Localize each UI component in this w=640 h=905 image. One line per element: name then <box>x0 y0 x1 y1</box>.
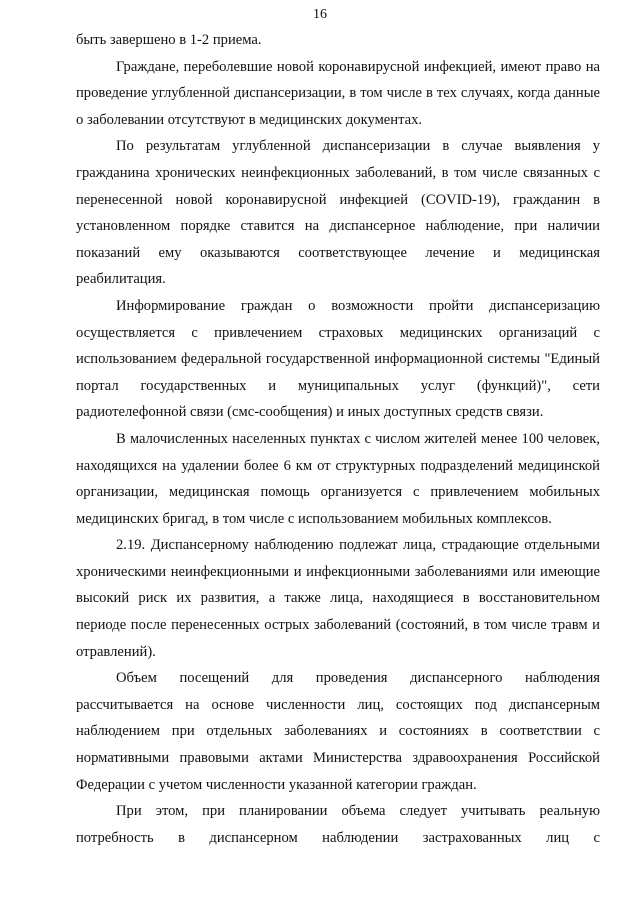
paragraph-visit-volume: Объем посещений для проведения диспансерного наблюдения рассчитывается на основе численности лиц, состоящих под диспансерным наблюдением при отдельных заболеваниях и состояниях в соответствии с нормативными правовыми актами Министерства здравоохранения Российской Федерации с учетом численности указанной категории граждан. <box>76 670 600 793</box>
paragraph-informing-citizens: Информирование граждан о возможности пройти диспансеризацию осуществляется с привлечением страховых медицинских организаций с использованием федеральной государственной информационной системы "Единый портал государственных и муниципальных услуг (функций)", сети радиотелефонной связи (смс-сообщения) и иных доступных средств связи. <box>76 297 600 421</box>
paragraph-continuation: быть завершено в 1-2 приема. <box>76 32 262 48</box>
paragraph-small-settlements: В малочисленных населенных пунктах с числом жителей менее 100 человек, находящихся на удалении более 6 км от структурных подразделений медицинской организации, медицинская помощь организуется с привлечением мобильных медицинских бригад, в том числе с использованием мобильных комплексов. <box>76 430 600 527</box>
paragraph-in-depth-results: По результатам углубленной диспансеризации в случае выявления у гражданина хронических неинфекционных заболеваний, в том числе связанных с перенесенной новой коронавирусной инфекцией (COVID-19), гражданин в установленном порядке ставится на диспансерное наблюдение, при наличии показаний ему оказываются соответствующее лечение и медицинская реабилитация. <box>76 138 600 288</box>
document-body <box>76 27 600 851</box>
paragraph-section-2-19: 2.19. Диспансерному наблюдению подлежат лица, страдающие отдельными хроническими неинфекционными и инфекционными заболеваниями или имеющие высокий риск их развития, а также лица, находящиеся в восстановительном периоде после перенесенных острых заболеваний (состояний, в том числе травм и отравлений). <box>76 537 600 660</box>
page-number: 16 <box>313 7 327 22</box>
paragraph-planning: При этом, при планировании объема следует учитывать реальную потребность в диспансерном наблюдении застрахованных лиц с <box>76 803 600 846</box>
paragraph-covid-recovered: Граждане, переболевшие новой коронавирусной инфекцией, имеют право на проведение углубленной диспансеризации, в том числе в тех случаях, когда данные о заболевании отсутствуют в медицинских документах. <box>76 58 600 128</box>
